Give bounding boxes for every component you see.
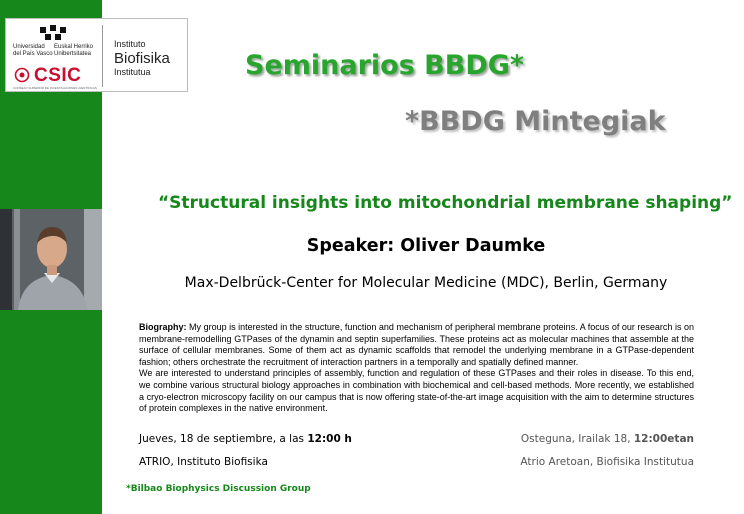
institute-line-2: Biofisika xyxy=(114,50,170,67)
footnote: *Bilbao Biophysics Discussion Group xyxy=(126,484,311,494)
speaker-portrait-icon xyxy=(0,209,102,310)
seminar-title-es: Seminarios BBDG* xyxy=(245,50,525,81)
biography-text-1: My group is interested in the structure, function and mechanism of peripheral membrane proteins. A focus of our research is on membrane-remodelling GTPases of the dynamin and septin superfamilies. These proteins act as molecular machines that assemble at the surface of cellular membranes. Some of them act as dynamic scaffolds that remodel the underlying membrane in a GTPase-dependent fashion; others orchestrate the recruitment of interaction partners in a temporally and spatially defined manner. xyxy=(139,322,694,367)
csic-emblem-icon xyxy=(14,67,30,83)
csic-logo-text: CSIC xyxy=(34,65,82,86)
seminar-title-eu: *BBDG Mintegiak xyxy=(405,106,666,137)
biography-paragraph-2: We are interested to understand principles of assembly, function and regulation of these GTPases and their roles in disease. To this end, we combine various structural biology approaches in combination with biochemical and cell-based methods. More recently, we established a cryo-electron microscopy facility on our campus that is now offering state-of-the-art image acquisition with the aim to determine structures of protein complexes in the native environment. xyxy=(139,368,694,414)
biofisika-logo xyxy=(114,39,170,78)
date-eu-text: Osteguna, Irailak 18, xyxy=(520,433,634,445)
institute-line-1: Instituto xyxy=(114,39,146,49)
talk-title: “Structural insights into mitochondrial membrane shaping” xyxy=(158,193,733,213)
upv-name-es: Universidad del País Vasco xyxy=(13,44,53,57)
upv-name-eu: Euskal Herriko Unibertsitatea xyxy=(54,44,94,57)
upv-ehu-logo-icon xyxy=(40,25,66,41)
place-es: ATRIO, Instituto Biofisika xyxy=(139,456,268,468)
speaker-affiliation: Max-Delbrück-Center for Molecular Medicine (MDC), Berlin, Germany xyxy=(184,275,668,291)
time-eu: 12:00etan xyxy=(633,433,694,445)
logo-divider xyxy=(102,25,103,87)
biography xyxy=(139,322,694,415)
institute-line-3: Institutua xyxy=(114,67,151,77)
biography-paragraph-1 xyxy=(139,322,694,368)
biography-label: Biography: xyxy=(139,322,187,332)
date-es xyxy=(139,433,352,445)
csic-subtitle: CONSEJO SUPERIOR DE INVESTIGACIONES CIENTÍFICAS xyxy=(13,86,97,90)
time-es: 12:00 h xyxy=(307,433,352,445)
speaker-photo xyxy=(0,209,102,310)
speaker-name: Speaker: Oliver Daumke xyxy=(306,236,546,256)
date-es-text: Jueves, 18 de septiembre, a las xyxy=(139,433,308,445)
date-eu xyxy=(521,433,694,445)
place-eu: Atrio Aretoan, Biofisika Institutua xyxy=(520,456,694,468)
institution-logos xyxy=(5,18,188,92)
